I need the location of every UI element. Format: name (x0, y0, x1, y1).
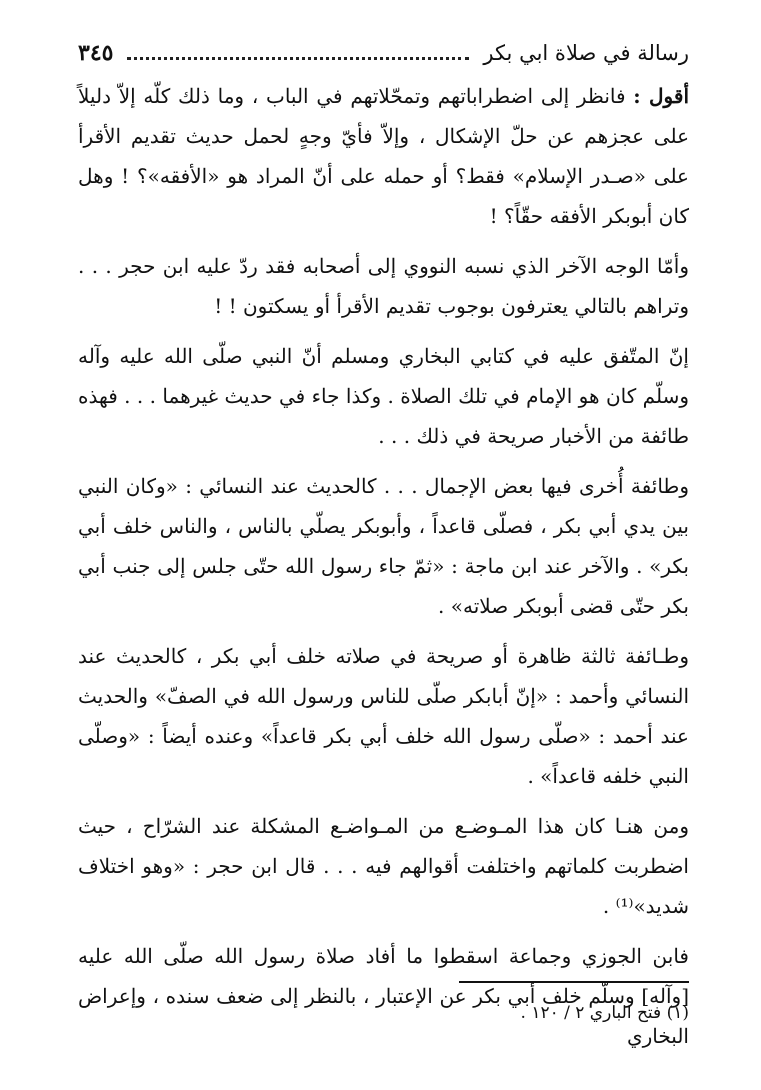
header-dot-leader (127, 57, 469, 60)
paragraph-text: وأمّا الوجه الآخر الذي نسبه النووي إلى أصحابه فقد ردّ عليه ابن حجر . . . وتراهم بالتالي يعترفون بوجوب تقديم الأقرأ أو يسكتون ! ! (78, 254, 689, 318)
paragraph-7 (78, 936, 689, 1056)
page-number: ٣٤٥ (78, 40, 114, 66)
footnote: (١) فتح الباري ٢ / ١٢٠ . (520, 1003, 689, 1023)
paragraph-text: وطـائفة ثالثة ظاهرة أو صريحة في صلاته خلف أبي بكر ، كالحديث عند النسائي وأحمد : «إنّ أبابكر صلّى للناس ورسول الله في الصفّ» والحديث عند أحمد : «صلّى رسول الله خلف أبي بكر قاعداً» وعنده أيضاً : «وصلّى النبي خلفه قاعداً» . (78, 644, 689, 788)
paragraph-text: فابن الجوزي وجماعة اسقطوا ما أفاد صلاة رسول الله صلّى الله عليه [وآله] وسلّم خلف أبي بكر عن الإعتبار ، بالنظر إلى ضعف سنده ، وإعراض البخاري (78, 944, 689, 1048)
paragraph-2 (78, 246, 689, 326)
paragraph-text: وطائفة أُخرى فيها بعض الإجمال . . . كالحديث عند النسائي : «وكان النبي بين يدي أبي بكر ، فصلّى قاعداً ، وأبوبكر يصلّي بالناس ، والناس خلف أبي بكر» . والآخر عند ابن ماجة : «ثمّ جاء رسول الله حتّى جلس إلى جنب أبي بكر حتّى قضى أبوبكر صلاته» . (78, 474, 690, 618)
paragraph-6 (78, 806, 689, 926)
paragraph-text: فانظر إلى اضطراباتهم وتمحّلاتهم في الباب ، وما ذلك كلّه إلاّ دليلاً على عجزهم عن حلّ الإشكال ، وإلاّ فأيّ وجهٍ لحمل حديث تقديم الأقرأ على «صـدر الإسلام» فقط؟ أو حمله على أنّ المراد هو «الأفقه»؟ ! وهل كان أبوبكر الأفقه حقّاً؟ ! (78, 84, 689, 228)
paragraph-4 (78, 466, 689, 626)
paragraph-text: ومن هنـا كان هذا المـوضـع من المـواضـع المشكلة عند الشرّاح ، حيث اضطربت كلماتهم واختلفت أقوالهم فيه . . . قال ابن حجر : «وهو اختلاف شديد»⁽¹⁾ . (78, 814, 689, 918)
paragraph-1 (78, 76, 689, 236)
paragraph-lead: أقول : (633, 84, 690, 108)
footnote-divider (459, 981, 689, 983)
running-title: رسالة في صلاة ابي بكر (483, 41, 689, 65)
main-text (78, 76, 689, 1066)
paragraph-text: إنّ المتّفق عليه في كتابي البخاري ومسلم أنّ النبي صلّى الله عليه وآله وسلّم كان هو الإمام في تلك الصلاة . وكذا جاء في حديث غيرهما . . . فهذه طائفة من الأخبار صريحة في ذلك . . . (78, 344, 689, 448)
page-header (78, 30, 689, 64)
paragraph-5 (78, 636, 689, 796)
paragraph-3 (78, 336, 689, 456)
